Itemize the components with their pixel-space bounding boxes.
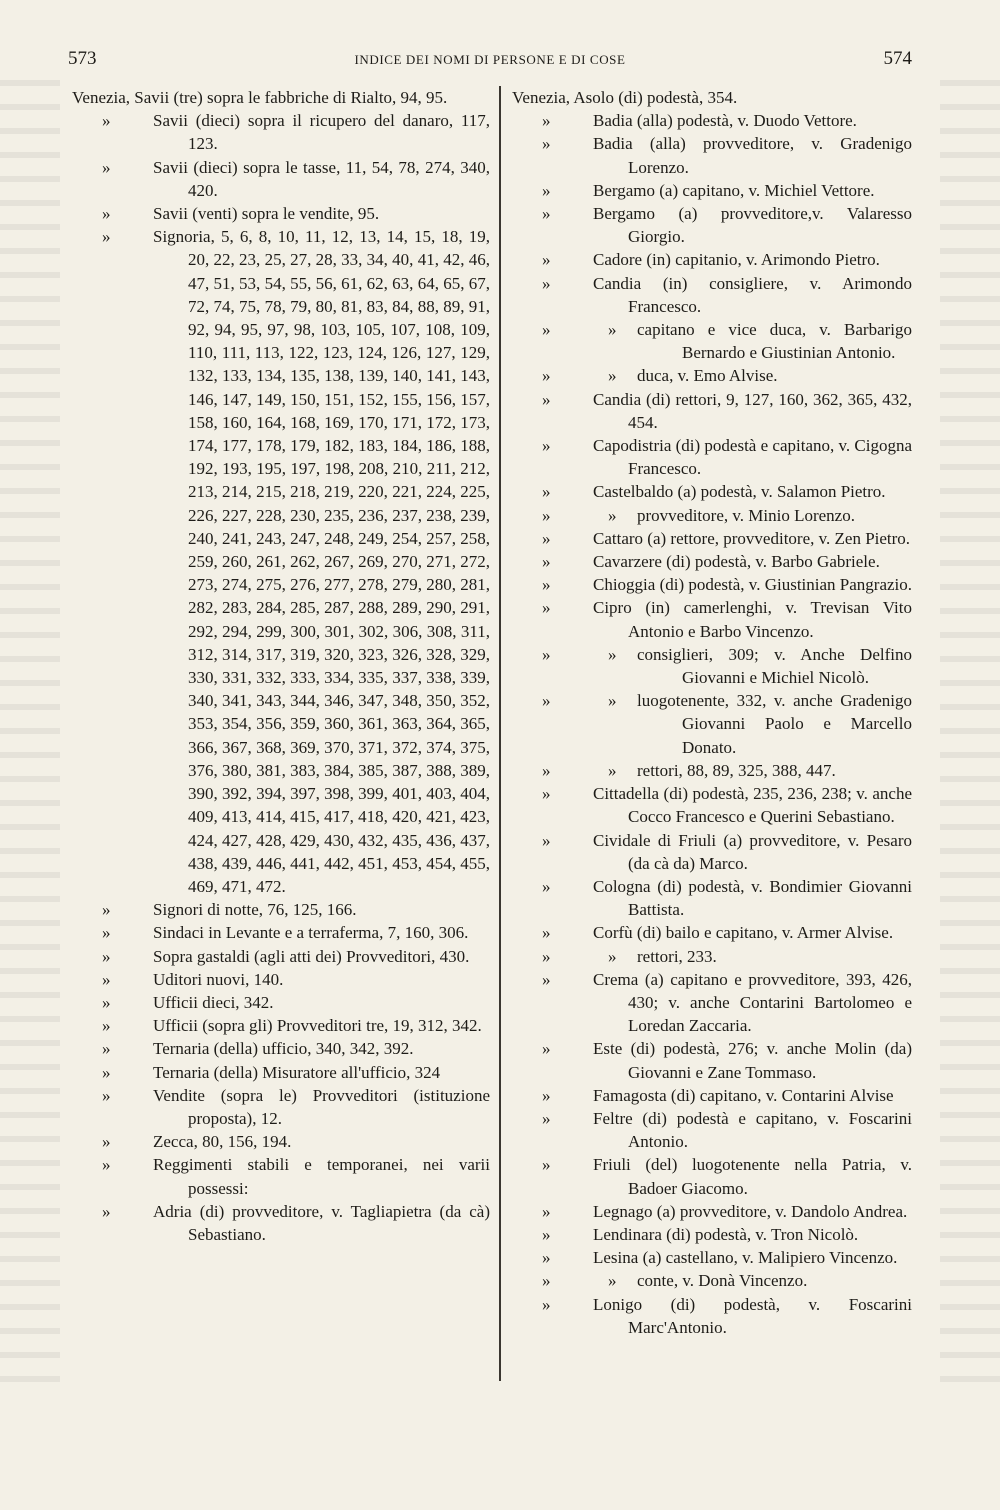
index-entry [512, 1246, 912, 1269]
index-entry [512, 945, 912, 968]
entry-text: Ufficii (sopra gli) Provveditori tre, 19, 312, 342. [153, 1016, 482, 1036]
entry-text: Candia (in) consigliere, v. Arimondo Francesco. [593, 273, 912, 316]
entry-text: Badia (alla) provveditore, v. Gradenigo Lorenzo. [593, 134, 912, 177]
entry-text: Venezia, Asolo (di) podestà, 354. [512, 88, 738, 107]
ditto-mark: » [542, 1085, 551, 1105]
entry-text: Friuli (del) luogotenente nella Patria, v. Badoer Giacomo. [593, 1155, 912, 1198]
entry-text: Famagosta (di) capitano, v. Contarini Alvise [593, 1085, 894, 1105]
entry-text: Cipro (in) camerlenghi, v. Trevisan Vito Antonio e Barbo Vincenzo. [593, 598, 912, 641]
index-entry [512, 504, 912, 527]
entry-text: Castelbaldo (a) podestà, v. Salamon Pietro. [593, 482, 886, 502]
entry-text: Sindaci in Levante e a terraferma, 7, 160, 306. [153, 923, 469, 943]
index-entry [512, 202, 912, 248]
ditto-mark: » [542, 528, 551, 548]
entry-text: Sopra gastaldi (agli atti dei) Provveditori, 430. [153, 946, 470, 966]
index-entry [72, 1014, 490, 1037]
entry-text: Cadore (in) capitanio, v. Arimondo Pietro. [593, 250, 880, 270]
ditto-mark: » [542, 691, 551, 711]
show-through-left [0, 80, 60, 1400]
ditto-mark: » [542, 598, 551, 618]
index-entry [72, 1061, 490, 1084]
ditto-mark: » [542, 575, 551, 595]
entry-text: Legnago (a) provveditore, v. Dandolo Andrea. [593, 1201, 908, 1221]
index-entry [512, 643, 912, 689]
index-entry [72, 202, 490, 225]
index-entry [512, 480, 912, 503]
entry-text: Este (di) podestà, 276; v. anche Molin (da) Giovanni e Zane Tommaso. [593, 1039, 912, 1082]
ditto-mark: » [542, 482, 551, 502]
ditto-mark: » [542, 1201, 551, 1221]
index-entry [72, 921, 490, 944]
index-entry [512, 921, 912, 944]
ditto-mark: » [542, 1271, 551, 1291]
entry-text: Ufficii dieci, 342. [153, 992, 274, 1012]
ditto-mark: » [102, 992, 111, 1012]
index-entry [512, 1084, 912, 1107]
index-entry [72, 1130, 490, 1153]
entry-text: Cologna (di) podestà, v. Bondimier Giovanni Battista. [593, 876, 912, 920]
index-entry [72, 991, 490, 1014]
entry-text: Savii (venti) sopra le vendite, 95. [153, 204, 380, 224]
index-entry [512, 434, 912, 480]
index-entry [512, 1037, 912, 1083]
index-entry [512, 968, 912, 1038]
ditto-mark: » [102, 204, 111, 224]
entry-text: consiglieri, 309; v. Anche Delfino Giovanni e Michiel Nicolò. [637, 644, 912, 688]
ditto-mark: » [542, 1294, 551, 1314]
index-entry [512, 364, 912, 387]
index-entry [512, 759, 912, 782]
ditto-mark: » [102, 227, 111, 247]
index-entry [512, 829, 912, 875]
index-entry [512, 875, 912, 921]
ditto-mark: » [542, 1108, 551, 1128]
ditto-mark: » [542, 505, 551, 525]
ditto-mark: » [608, 1271, 617, 1291]
entry-text: Cattaro (a) rettore, provveditore, v. Zen Pietro. [593, 528, 911, 548]
entry-text: conte, v. Donà Vincenzo. [637, 1271, 808, 1291]
ditto-mark: » [542, 830, 551, 850]
index-entry [512, 550, 912, 573]
entry-text: Venezia, Savii (tre) sopra le fabbriche di Rialto, 94, 95. [72, 88, 448, 107]
entry-text: Signori di notte, 76, 125, 166. [153, 900, 357, 920]
ditto-mark: » [102, 1085, 111, 1105]
ditto-mark: » [542, 946, 551, 966]
entry-text: Badia (alla) podestà, v. Duodo Vettore. [593, 111, 857, 131]
index-entry [512, 318, 912, 364]
entry-text: luogotenente, 332, v. anche Gradenigo Giovanni Paolo e Marcello Donato. [637, 691, 912, 757]
ditto-mark: » [542, 273, 551, 293]
ditto-mark: » [542, 111, 551, 131]
entry-text: Uditori nuovi, 140. [153, 969, 284, 989]
entry-text: Zecca, 80, 156, 194. [153, 1132, 292, 1152]
index-entry [512, 527, 912, 550]
entry-text: Ternaria (della) Misuratore all'ufficio, 324 [153, 1062, 441, 1082]
ditto-mark: » [102, 946, 111, 966]
ditto-mark: » [608, 505, 617, 525]
entry-text: Vendite (sopra le) Provveditori (istituzione proposta), 12. [153, 1085, 490, 1128]
left-page-number: 573 [68, 48, 97, 69]
ditto-mark: » [542, 389, 551, 409]
ditto-mark: » [542, 1248, 551, 1268]
ditto-mark: » [102, 1016, 111, 1036]
show-through-right [940, 80, 1000, 1400]
ditto-mark: » [542, 1039, 551, 1059]
ditto-mark: » [102, 1039, 111, 1059]
ditto-mark: » [102, 1132, 111, 1152]
index-entry [512, 689, 912, 759]
entry-text: Cittadella (di) podestà, 235, 236, 238; v. anche Cocco Francesco e Querini Sebastiano. [593, 784, 912, 827]
entry-text: Savii (dieci) sopra il ricupero del danaro, 117, 123. [153, 111, 490, 154]
ditto-mark: » [542, 784, 551, 804]
index-entry [512, 86, 912, 109]
entry-text: Reggimenti stabili e temporanei, nei varii possessi: [153, 1155, 490, 1198]
entry-text: Corfù (di) bailo e capitano, v. Armer Alvise. [593, 923, 894, 943]
entry-text: rettori, 88, 89, 325, 388, 447. [637, 760, 836, 780]
index-entry [512, 596, 912, 642]
index-entry [512, 248, 912, 271]
ditto-mark: » [542, 969, 551, 989]
index-column-right [512, 86, 912, 1339]
ditto-mark: » [542, 1155, 551, 1175]
index-entry [512, 1200, 912, 1223]
ditto-mark: » [102, 1201, 111, 1221]
index-entry [72, 1200, 490, 1246]
entry-text: Bergamo (a) capitano, v. Michiel Vettore. [593, 180, 875, 200]
ditto-mark: » [102, 969, 111, 989]
ditto-mark: » [102, 157, 111, 177]
index-entry [512, 1293, 912, 1339]
ditto-mark: » [608, 320, 617, 340]
ditto-mark: » [542, 1224, 551, 1244]
entry-text: duca, v. Emo Alvise. [637, 366, 778, 386]
ditto-mark: » [102, 1062, 111, 1082]
index-entry [512, 388, 912, 434]
ditto-mark: » [608, 366, 617, 386]
entry-text: Lendinara (di) podestà, v. Tron Nicolò. [593, 1224, 859, 1244]
ditto-mark: » [102, 900, 111, 920]
right-page-number: 574 [883, 48, 912, 69]
ditto-mark: » [102, 111, 111, 131]
entry-text: capitano e vice duca, v. Barbarigo Bernardo e Giustinian Antonio. [637, 320, 912, 363]
ditto-mark: » [542, 436, 551, 456]
index-entry [72, 1037, 490, 1060]
entry-text: Lesina (a) castellano, v. Malipiero Vincenzo. [593, 1248, 898, 1268]
ditto-mark: » [608, 760, 617, 780]
index-entry [72, 156, 490, 202]
ditto-mark: » [102, 923, 111, 943]
entry-text: Savii (dieci) sopra le tasse, 11, 54, 78, 274, 340, 420. [153, 157, 490, 200]
index-entry [512, 1107, 912, 1153]
ditto-mark: » [542, 320, 551, 340]
ditto-mark: » [542, 760, 551, 780]
index-entry [72, 1084, 490, 1130]
index-entry [512, 132, 912, 178]
index-entry [512, 573, 912, 596]
entry-text: Ternaria (della) ufficio, 340, 342, 392. [153, 1039, 414, 1059]
index-entry [72, 945, 490, 968]
index-column-left [72, 86, 490, 1246]
index-entry [512, 109, 912, 132]
entry-text: Crema (a) capitano e provveditore, 393, 426, 430; v. anche Contarini Bartolomeo e Loredan Zaccaria. [593, 969, 912, 1036]
index-entry [72, 1153, 490, 1199]
entry-text: Lonigo (di) podestà, v. Foscarini Marc'Antonio. [593, 1294, 912, 1337]
entry-text: Feltre (di) podestà e capitano, v. Foscarini Antonio. [593, 1108, 912, 1152]
ditto-mark: » [608, 691, 617, 711]
entry-text: provveditore, v. Minio Lorenzo. [637, 505, 855, 525]
ditto-mark: » [542, 250, 551, 270]
entry-text: Signoria, 5, 6, 8, 10, 11, 12, 13, 14, 15, 18, 19, 20, 22, 23, 25, 27, 28, 33, 34, 40, 41, 42, 46, 47, 51, 53, 54, 55, 56, 61, 62, 63, 64, 65, 67, 72, 74, 75, 78, 79, 80, 81, 83, 84, 88, 89, 91, 92, 94, 95, 97, 98, 103, 105, 107, 108, 109, 110, 111, 113, 122, 123, 124, 126, 127, 129, 132, 133, 134, 135, 138, 139, 140, 141, 143, 146, 147, 149, 150, 151, 152, 155, 156, 157, 158, 160, 164, 168, 169, 170, 171, 172, 173, 174, 177, 178, 179, 182, 183, 184, 186, 188, 192, 193, 195, 197, 198, 208, 210, 211, 212, 213, 214, 215, 218, 219, 220, 221, 224, 225, 226, 227, 228, 230, 235, 236, 237, 238, 239, 240, 241, 243, 247, 248, 249, 254, 257, 258, 259, 260, 261, 262, 267, 269, 270, 271, 272, 273, 274, 275, 276, 277, 278, 279, 280, 281, 282, 283, 284, 285, 287, 288, 289, 290, 291, 292, 294, 299, 300, 301, 302, 306, 308, 311, 312, 314, 317, 319, 320, 323, 326, 328, 329, 330, 331, 332, 333, 334, 335, 337, 338, 339, 340, 341, 343, 344, 346, 347, 348, 350, 352, 353, 354, 356, 359, 360, 361, 363, 364, 365, 366, 367, 368, 369, 370, 371, 372, 374, 375, 376, 380, 381, 383, 384, 385, 387, 388, 389, 390, 392, 394, 397, 398, 399, 401, 403, 404, 409, 413, 414, 415, 417, 418, 420, 421, 423, 424, 427, 428, 429, 430, 432, 435, 436, 437, 438, 439, 446, 441, 442, 451, 453, 454, 455, 469, 471, 472. [153, 227, 490, 896]
ditto-mark: » [542, 204, 551, 224]
index-entry [512, 179, 912, 202]
index-entry [512, 272, 912, 318]
entry-text: Cavarzere (di) podestà, v. Barbo Gabriele. [593, 552, 880, 572]
index-entry [72, 225, 490, 898]
column-rule [499, 86, 501, 1381]
index-entry [72, 86, 490, 109]
ditto-mark: » [542, 134, 551, 154]
entry-text: Capodistria (di) podestà e capitano, v. Cigogna Francesco. [593, 436, 912, 479]
ditto-mark: » [542, 180, 551, 200]
index-entry [512, 1269, 912, 1292]
ditto-mark: » [542, 366, 551, 386]
entry-text: Adria (di) provveditore, v. Tagliapietra (da cà) Sebastiano. [153, 1201, 490, 1244]
index-entry [72, 898, 490, 921]
ditto-mark: » [542, 923, 551, 943]
page-header [68, 48, 912, 74]
entry-text: Bergamo (a) provveditore,v. Valaresso Giorgio. [593, 204, 912, 247]
index-entry [512, 1223, 912, 1246]
entry-text: rettori, 233. [637, 946, 717, 966]
ditto-mark: » [608, 946, 617, 966]
entry-text: Candia (di) rettori, 9, 127, 160, 362, 365, 432, 454. [593, 389, 912, 432]
ditto-mark: » [102, 1155, 111, 1175]
index-entry [72, 968, 490, 991]
entry-text: Cividale di Friuli (a) provveditore, v. Pesaro (da cà da) Marco. [593, 830, 912, 873]
ditto-mark: » [542, 876, 551, 896]
ditto-mark: » [542, 644, 551, 664]
index-entry [72, 109, 490, 155]
ditto-mark: » [542, 552, 551, 572]
index-entry [512, 1153, 912, 1199]
index-entry [512, 782, 912, 828]
ditto-mark: » [608, 644, 617, 664]
running-title: INDICE DEI NOMI DI PERSONE E DI COSE [354, 52, 626, 67]
entry-text: Chioggia (di) podestà, v. Giustinian Pangrazio. [593, 575, 913, 595]
